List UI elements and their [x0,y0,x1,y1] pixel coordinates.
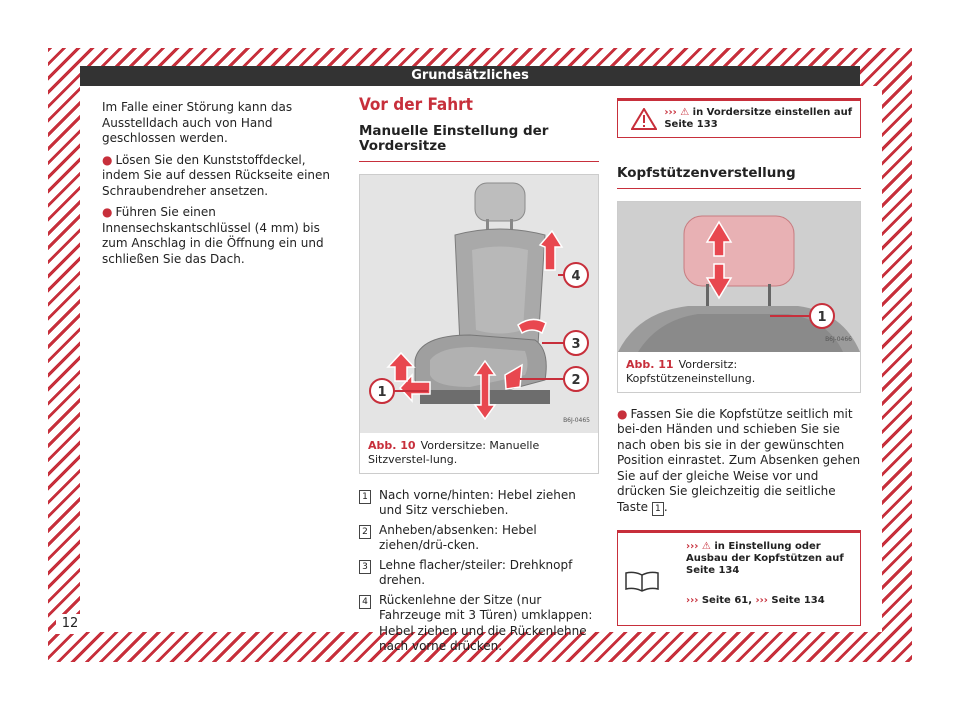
figure-code: B6J-0465 [563,417,590,424]
small-warning-icon: ⚠ [680,107,690,118]
note-reference-link[interactable]: in Einstellung oder Ausbau der Kopfstützen auf Seite 134 [686,540,844,576]
inline-ref-number: 1 [652,502,664,516]
callout-3: 3 [571,336,581,352]
figure-caption: Abb. 10 Vordersitze: Manuelle Sitzverstel-lung. [368,438,540,466]
chapter-heading: Vor der Fahrt [359,95,473,115]
book-icon [624,569,662,597]
instruction-bullet: ● Lösen Sie den Kunststoffdeckel, indem Sie auf dessen Rückseite einen Schraubendreher ansetzen. [102,152,331,198]
list-item: 2 Anheben/absenken: Hebel ziehen/drü-cken. [359,523,599,554]
section-heading: Kopfstützenverstellung [617,166,861,189]
headrest-illustration [618,202,860,352]
list-item: 3 Lehne flacher/steiler: Drehknopf drehen. [359,558,599,589]
intro-paragraph: Im Falle einer Störung kann das Ausstelldach auch von Hand geschlossen werden. [102,100,293,145]
figure-code: B6J-0466 [825,336,852,343]
warning-reference-box [617,98,861,138]
instruction-bullet: ● Führen Sie einen Innensechskantschlüssel (4 mm) bis zum Anschlag in die Öffnung ein und schließen Sie das Dach. [102,205,324,266]
page-number: 12 [56,614,84,634]
figure-label: Abb. 10 [368,438,416,452]
warning-reference-link[interactable]: in Vordersitze einstellen auf Seite 133 [664,107,853,130]
page-ref-link-61[interactable]: Seite 61, [701,594,753,606]
column-right [617,98,861,626]
figure-caption: Abb. 11 Vordersitz: Kopfstützeneinstellung. [626,357,756,385]
step-number: 3 [359,560,371,574]
adjustment-steps [359,488,599,655]
headrest-drawing [618,202,860,352]
reference-chevrons: ››› [664,107,677,118]
figure-headrest [617,201,861,393]
bullet-marker: ● [617,406,628,421]
section-header: Grundsätzliches [80,66,860,86]
note-reference-box: ››› ⚠ in Einstellung oder Ausbau der Kopfstützen auf Seite 134 ››› Seite 61, ››› Seite 134 [617,530,861,626]
bullet-marker: ● [102,152,113,167]
column-middle [359,95,599,659]
list-item: 1 Nach vorne/hinten: Hebel ziehen und Sitz verschieben. [359,488,599,519]
column-left [102,100,342,273]
small-warning-icon: ⚠ [701,540,711,552]
seat-drawing [360,175,598,433]
warning-icon [624,108,664,130]
list-item: 4 Rückenlehne der Sitze (nur Fahrzeuge mit 3 Türen) umklappen: Hebel ziehen und die Rückenlehne nach vorne drücken. [359,593,599,655]
callout-1: 1 [377,384,387,400]
bullet-marker: ● [102,205,113,219]
page-ref-link-134[interactable]: Seite 134 [771,594,825,606]
callout-2: 2 [571,372,581,388]
figure-seat-adjustment [359,174,599,474]
callout-1: 1 [817,309,827,325]
figure-label: Abb. 11 [626,357,674,371]
instruction-bullet: ● Fassen Sie die Kopfstütze seitlich mit bei-den Händen und schieben Sie sie nach oben bis sie in der gewünschten Position einrastet. Zum Absenken gehen Sie auf der gleiche Weise vor und drücken Sie gleichzeitig die seitliche Taste 1 . [617,406,861,514]
step-number: 2 [359,525,371,539]
step-number: 1 [359,490,371,504]
callout-4: 4 [571,268,581,284]
section-heading: Manuelle Einstellung der Vordersitze [359,124,599,162]
seat-illustration [360,175,598,433]
step-number: 4 [359,595,371,609]
